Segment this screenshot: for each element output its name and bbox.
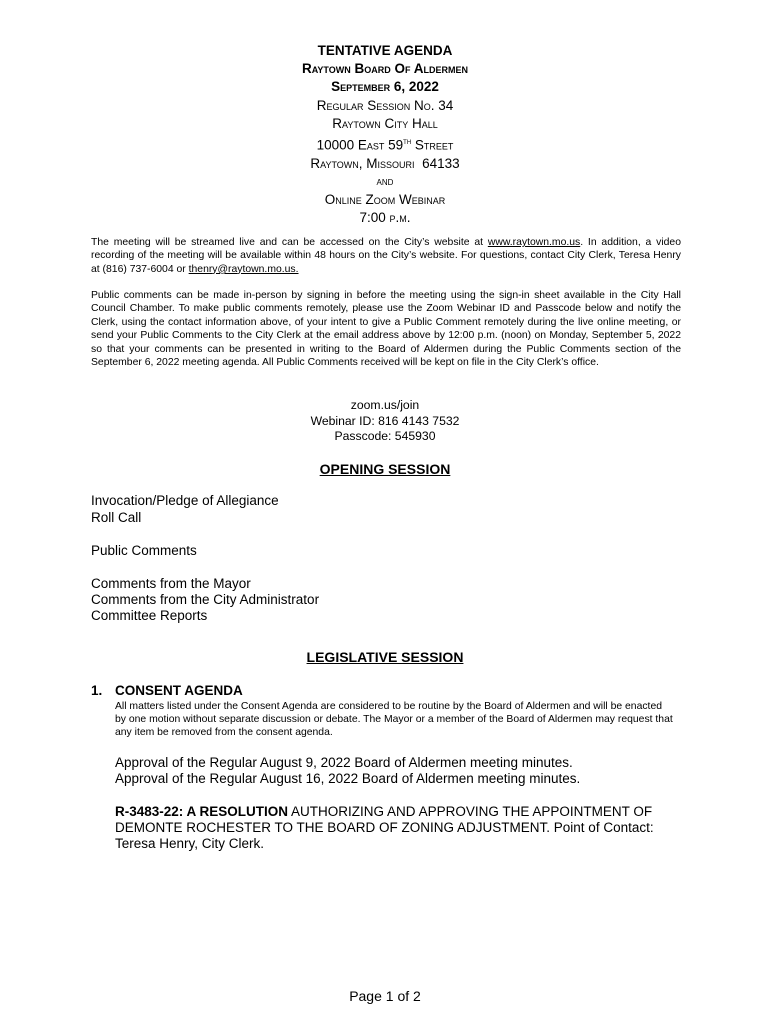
opening-item: Comments from the City Administrator	[91, 592, 320, 607]
minutes-item: Approval of the Regular August 9, 2022 Board of Aldermen meeting minutes.	[115, 755, 573, 770]
minutes-approvals	[115, 755, 580, 787]
venue-address	[0, 133, 770, 155]
address-street: Street	[411, 137, 454, 153]
consent-agenda-description: All matters listed under the Consent Agenda are considered to be routine by the Board of Aldermen and will be enacted by one motion without separate discussion or debate. The Mayor or a member of the Board of Aldermen may request that any item be removed from the consent agenda.	[115, 701, 673, 739]
zoom-url[interactable]: zoom.us/join	[350, 398, 420, 412]
agenda-title: TENTATIVE AGENDA	[317, 43, 453, 58]
address-number: 10000 East 59	[316, 137, 404, 153]
legislative-session-title: LEGISLATIVE SESSION	[306, 649, 464, 665]
address-superscript: th	[403, 137, 412, 147]
session-number: Regular Session No. 34	[316, 97, 454, 113]
board-name: Raytown Board Of Aldermen	[301, 61, 468, 77]
consent-agenda-title: CONSENT AGENDA	[115, 683, 243, 698]
stream-notice	[91, 236, 681, 276]
email-link[interactable]: thenry@raytown.mo.us.	[188, 263, 299, 275]
zip-code: 64133	[422, 155, 460, 171]
page-number: Page 1 of 2	[349, 988, 421, 1004]
venue-name: Raytown City Hall	[332, 115, 438, 131]
opening-item: Invocation/Pledge of Allegiance	[91, 493, 279, 508]
online-venue: Online Zoom Webinar	[324, 192, 446, 208]
opening-item: Committee Reports	[91, 608, 208, 623]
consent-agenda-number: 1.	[91, 683, 103, 698]
minutes-item: Approval of the Regular August 16, 2022 Board of Aldermen meeting minutes.	[115, 771, 581, 787]
opening-item: Comments from the Mayor	[91, 576, 251, 591]
opening-item: Roll Call	[91, 510, 142, 525]
opening-item: Public Comments	[91, 543, 197, 558]
resolution-item	[115, 804, 690, 853]
resolution-id: R-3483-22: A RESOLUTION	[115, 804, 289, 819]
venue-city	[0, 155, 770, 173]
meeting-time: 7:00 p.m.	[359, 210, 411, 226]
and-connector: and	[376, 175, 394, 188]
stream-notice-text-2: . In addition, a video recording of the meeting will be available within 48 hours on the City’s website. For questions, contact City Clerk, Teresa Henry at (816) 737-6004 or	[91, 237, 681, 275]
opening-session-title: OPENING SESSION	[319, 461, 451, 477]
city-state: Raytown, Missouri	[310, 155, 415, 171]
zoom-passcode: Passcode: 545930	[334, 429, 436, 444]
meeting-date: September 6, 2022	[331, 79, 439, 95]
website-link[interactable]: www.raytown.mo.us	[487, 237, 581, 248]
zoom-webinar-id: Webinar ID: 816 4143 7532	[310, 413, 460, 428]
agenda-header	[0, 42, 770, 228]
public-comment-notice: Public comments can be made in-person by signing in before the meeting using the sign-in sheet available in the City Hall Council Chamber. To make public comments remotely, please use the Zoom Webinar ID and Passcode below and notify the Clerk, using the contact information above, of your intent to give a Public Comment remotely during the live online meeting, or send your Public Comments to the City Clerk at the email address above by 12:00 p.m. (noon) on Monday, September 5, 2022 so that your comments can be presented in writing to the Board of Aldermen during the Public Comments section of the September 6, 2022 meeting agenda. All Public Comments received will be kept on file in the City Clerk’s office.	[91, 290, 681, 369]
zoom-info	[0, 398, 770, 445]
resolution-text: AUTHORIZING AND APPROVING THE APPOINTMENT OF DEMONTE ROCHESTER TO THE BOARD OF ZONING ADJUSTMENT. Point of Contact: Teresa Henry, City Clerk.	[115, 804, 654, 852]
stream-notice-text: The meeting will be streamed live and can be accessed on the City’s website at	[91, 237, 488, 248]
